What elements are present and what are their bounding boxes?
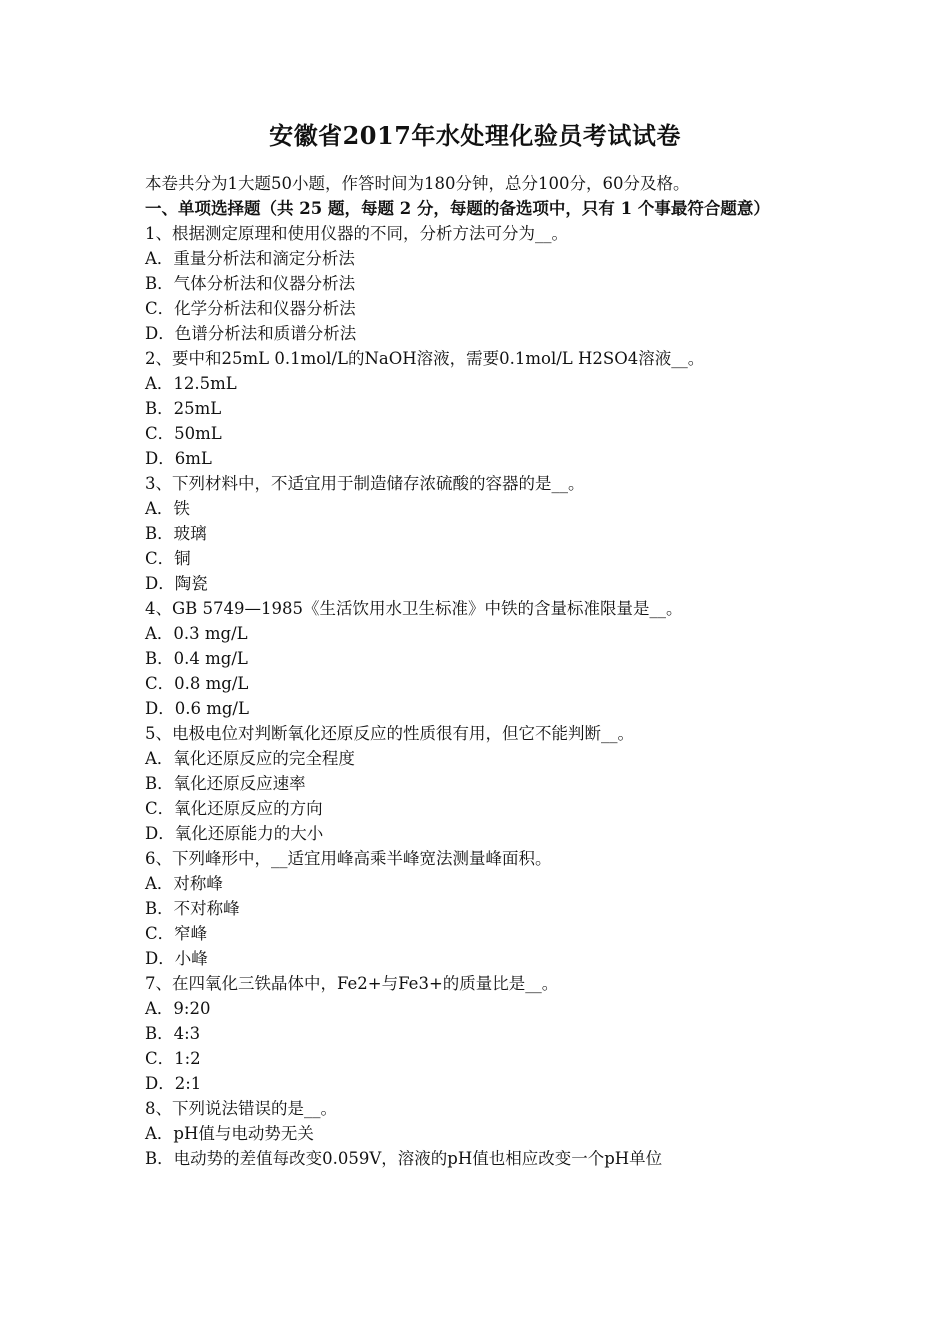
question-stem: 5、电极电位对判断氧化还原反应的性质很有用，但它不能判断__。 (145, 724, 634, 743)
question-option: A．铁 (145, 499, 190, 518)
question-option: C．化学分析法和仪器分析法 (145, 299, 356, 318)
question-stem: 8、下列说法错误的是__。 (145, 1099, 337, 1118)
question-stem: 3、下列材料中，不适宜用于制造储存浓硫酸的容器的是__。 (145, 474, 585, 493)
question-option: D．氧化还原能力的大小 (145, 824, 324, 843)
question-stem: 6、下列峰形中，__适宜用峰高乘半峰宽法测量峰面积。 (145, 849, 552, 868)
question-option: B．4:3 (145, 1024, 201, 1043)
question-stem: 4、GB 5749—1985《生活饮用水卫生标准》中铁的含量标准限量是__。 (145, 599, 683, 618)
question-option: A．12.5mL (145, 374, 237, 393)
question-option: B．氧化还原反应速率 (145, 774, 306, 793)
question-option: D．陶瓷 (145, 574, 208, 593)
section-heading: 一、单项选择题（共 25 题，每题 2 分，每题的备选项中，只有 1 个事最符合题意） (145, 199, 770, 218)
document-body (145, 171, 815, 1171)
question-option: D．2:1 (145, 1074, 202, 1093)
question-option: B．0.4 mg/L (145, 649, 248, 668)
question-stem: 7、在四氧化三铁晶体中，Fe2+与Fe3+的质量比是__。 (145, 974, 559, 993)
question-option: B．玻璃 (145, 524, 207, 543)
question-option: D．0.6 mg/L (145, 699, 249, 718)
question-option: D．色谱分析法和质谱分析法 (145, 324, 357, 343)
question-option: C．0.8 mg/L (145, 674, 249, 693)
question-option: C．1:2 (145, 1049, 201, 1068)
question-option: A．9:20 (145, 999, 211, 1018)
question-option: C．窄峰 (145, 924, 208, 943)
question-option: B．电动势的差值每改变0.059V，溶液的pH值也相应改变一个pH单位 (145, 1149, 663, 1168)
exam-intro: 本卷共分为1大题50小题，作答时间为180分钟，总分100分，60分及格。 (145, 174, 690, 193)
document-title: 安徽省2017年水处理化验员考试试卷 (269, 121, 681, 150)
question-option: B．25mL (145, 399, 222, 418)
question-option: B．不对称峰 (145, 899, 240, 918)
question-option: C．铜 (145, 549, 191, 568)
question-option: A．重量分析法和滴定分析法 (145, 249, 355, 268)
question-option: A．pH值与电动势无关 (145, 1124, 314, 1143)
question-option: A．对称峰 (145, 874, 223, 893)
question-list (145, 221, 815, 1171)
question-stem: 1、根据测定原理和使用仪器的不同，分析方法可分为__。 (145, 224, 568, 243)
question-stem: 2、要中和25mL 0.1mol/L的NaOH溶液，需要0.1mol/L H2SO4溶液__。 (145, 349, 705, 368)
question-option: D．小峰 (145, 949, 208, 968)
question-option: A．0.3 mg/L (145, 624, 248, 643)
question-option: C．50mL (145, 424, 222, 443)
question-option: A．氧化还原反应的完全程度 (145, 749, 355, 768)
question-option: B．气体分析法和仪器分析法 (145, 274, 356, 293)
question-option: D．6mL (145, 449, 212, 468)
question-option: C．氧化还原反应的方向 (145, 799, 323, 818)
